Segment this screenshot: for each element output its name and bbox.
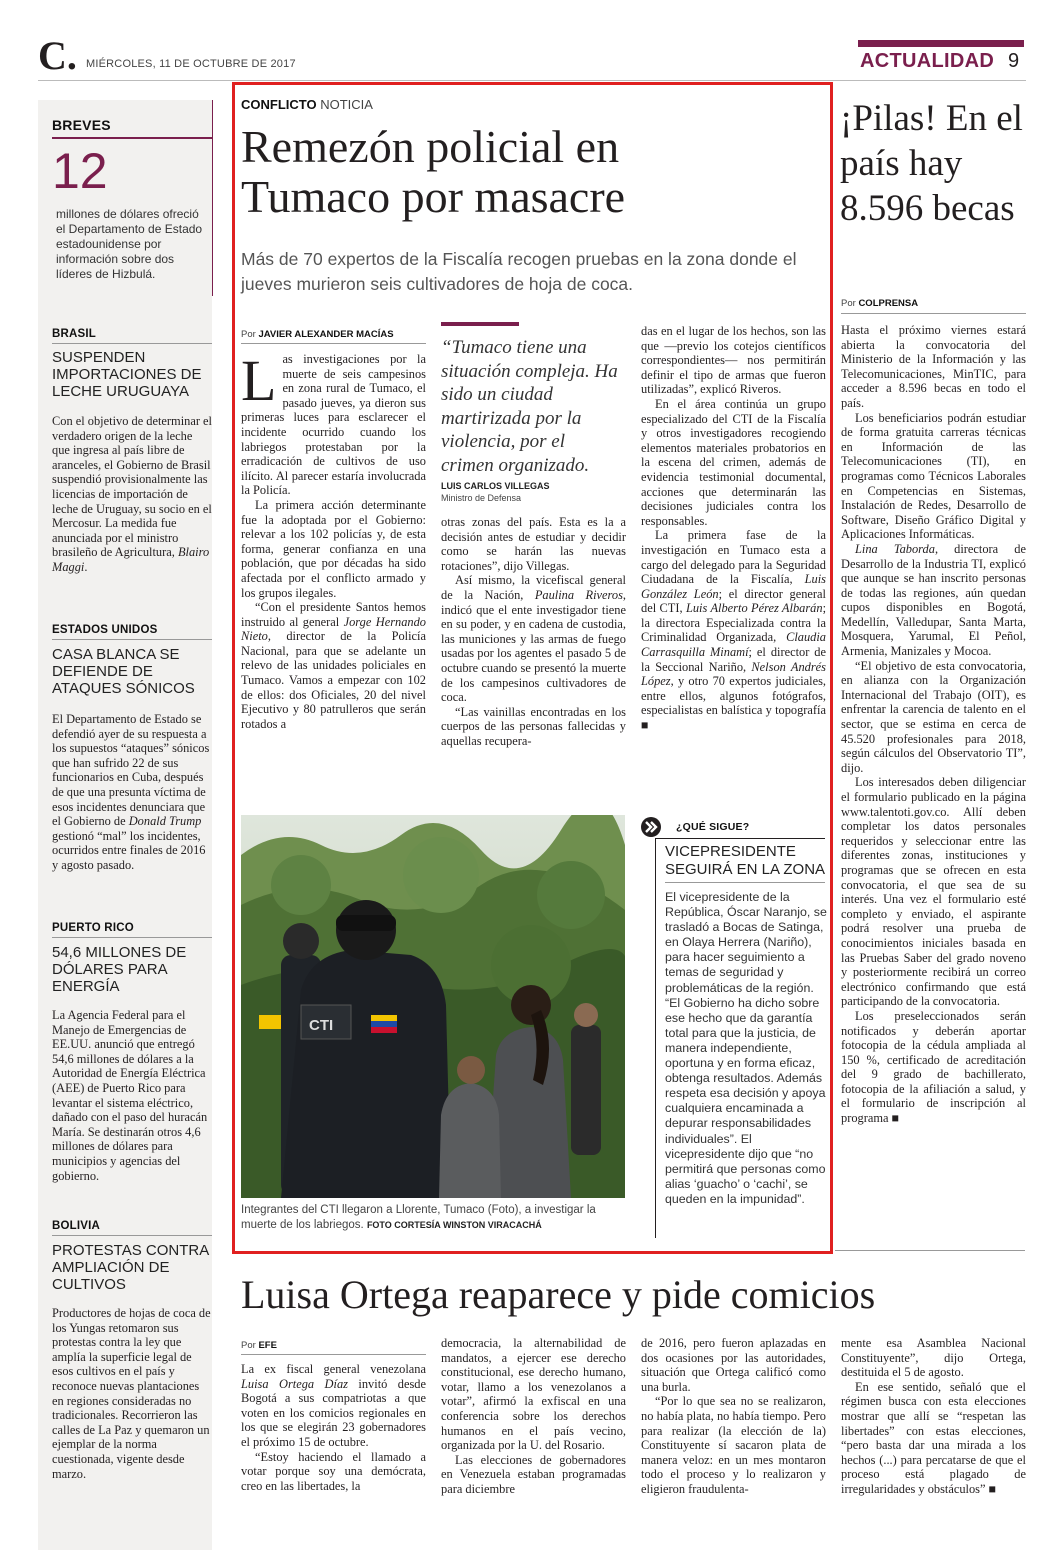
quote-author-role: Ministro de Defensa: [441, 493, 522, 503]
breve-country-puerto-rico: PUERTO RICO: [52, 922, 134, 934]
becas-byline: Por COLPRENSA: [841, 298, 919, 309]
article-col1: Las investigaciones por la muerte de seis campesinos en zona rural de Tumaco, el pasado jueves, ya dieron sus primeras luces para esclarecer el incidente ocurrido cuando los labriegos protestaban por la erradicación de cultivos de uso ilícito. Al parecer estaría involucrada la Policía. La primera acción determinante fue la adoptada por el Gobierno: relevar a los 102 policías y, de esta forma, generar confianza en una población, que por décadas ha sido afectada por el conflicto armado y los grupos ilegales. “Con el presidente Santos hemos instruido al general Jorge Hernando Nieto, director de la Policía Nacional, para que se adelante un relevo de las unidades policiales en Tumaco. Vamos a empezar con 102 de ellos: dos Oficiales, 20 del nivel Ejecutivo y 80 patrulleros que serán rotados a: [241, 348, 426, 731]
breve-body-brasil: Con el objetivo de determinar el verdadero origen de la leche que ingresa al país libre de aranceles, el Gobierno de Brasil suspendió provisionalmente las licencias de importación de leche de Uruguay, su socio en el Mercosur. La medida fue anunciada por el ministro brasileño de Agricultura, Blairo Maggi.: [52, 414, 212, 574]
article-subhead: Más de 70 expertos de la Fiscalía recogen pruebas en la zona donde el jueves murieron seis cultivadores de hoja de coca.: [241, 249, 797, 294]
breve-body-bolivia: Productores de hojas de coca de los Yungas retomaron sus protestas contra la ley que amplía la superficie legal de esos cultivos en el país y reconoce nuevas plantaciones en regiones consideradas no tradicionales. Recorrieron las calles de La Paz y quemaron un ejemplar de la norma cuestionada, vigente desde marzo.: [52, 1306, 211, 1481]
breves-big-number-text: millones de dólares ofreció el Departamento de Estado estadounidense por información sobre dos líderes de Hizbulá.: [56, 207, 203, 281]
ortega-col2: democracia, la alternabilidad de mandatos, a ejercer ese derecho constitucional, ese derecho humano, votar, llamo a los venezolanos a votar”, afirmó la exfiscal en una conferencia sobre los derechos humanos en el país vecino, organizada por la U. del Rosario. Las elecciones de gobernadores en Venezuela estaban programadas para diciembre: [441, 1336, 626, 1496]
article-col3: das en el lugar de los hechos, son las que —previo los cotejos científicos correspondientes— nos permitirán definir el tipo de armas que fueron utilizadas”, explicó Riveros. En el área continúa un grupo especializado del CTI de la Fiscalía y otros investigadores recogiendo elementos materiales probatorios en la escena del crimen, además de evidencia testimonial documental, acciones que determinarán las decisiones judiciales contra los responsables. La primera fase de la investigación en Tumaco esta a cargo del delegado para la Seguridad Ciudadana de la Fiscalía, Luis González León; el director general del CTI, Luis Alberto Pérez Albarán; la directora Especializada contra la Criminalidad Organizada, Claudia Carrasquilla Minamí; el director de la Seccional Nariño, Nelson Andrés López, y otro 70 expertos judiciales, entre ellos, algunos fotógrafos, especialistas en balística y topografía ■: [641, 324, 827, 733]
page-number: 9: [1008, 50, 1020, 72]
que-sigue-vertical-rule: [655, 838, 656, 1238]
breve-rule-bolivia: [52, 1235, 212, 1236]
ortega-col3: de 2016, pero fueron aplazadas en dos ocasiones por las autoridades, situación que Ortega calificó como una burla. “Por lo que sea no se realizaron, no había plata, no había tiempo. Pero para realizar (la elección de la) Constituyente sí sacaron plata de manera veloz: en un mes montaron todo el proceso y lo realizaron y eligieron fraudulenta-: [641, 1336, 826, 1496]
article-kicker: CONFLICTO NOTICIA: [241, 97, 373, 112]
header-rule: [38, 80, 1026, 81]
breves-big-number: 12: [52, 143, 108, 199]
que-sigue-icon: [641, 817, 661, 837]
que-sigue-title: VICEPRESIDENTE SEGUIRÁ EN LA ZONA: [665, 843, 826, 878]
ortega-col4: mente esa Asamblea Nacional Constituyente”, dijo Ortega, destituida el 5 de agosto. En ese sentido, señaló que el régimen busca con esta elecciones mostrar que allí se “respetan las libertades” con estas elecciones, “pero basta dar una mirada a los hechos (...) para percatarse de que el proceso está plagado de irregularidades y obstáculos” ■: [841, 1336, 1026, 1496]
breve-country-bolivia: BOLIVIA: [52, 1220, 101, 1232]
que-sigue-title-rule: [665, 882, 825, 883]
pull-quote: “Tumaco tiene una situación compleja. Ha sido un ciudad martirizada por la violencia, por el crimen organizado.: [441, 337, 618, 476]
masthead-logo: C.: [38, 33, 77, 78]
double-chevron-right-icon: [641, 817, 661, 837]
becas-body: Hasta el próximo viernes estará abierta la convocatoria del Ministerio de la Información y las Telecomunicaciones, MinTIC, para acceder a 8.596 becas en todo el país. Los beneficiarios podrán estudiar de forma gratuita carreras técnicas en Información de las Telecomunicaciones (TI), en programas como Técnicos Laborales en Competencias en Sistemas, Instalación de Redes, Desarrollo de Software, Diseño Gráfico Digital y Aplicaciones Informáticas. Lina Taborda, directora de Desarrollo de la Industria TI, explicó que aunque se han inscrito personas de todas las regiones, aún quedan cupos disponibles en Bogotá, Medellín, Valledupar, Santa Marta, Mosquera, Yarumal, El Peñol, Armenia, Manizales y Mocoa. “El objetivo de esta convocatoria, en alianza con la Organización Internacional del Trabajo (OIT), es enfrentar la carencia de talento en el sector, que se estima en cerca de 45.520 profesionales para 2018, según cálculos del Observatorio TI”, dijo. Los interesados deben diligenciar el formulario publicado en la página www.talentoti.gov.co. Allí deben completar los datos personales requeridos y seleccionar entre las diferentes zonas, instituciones y programas que se ofrecen en esta convocatoria, el que sea de su interés. Una vez el formulario esté completo y enviado, el aspirante podrá resolver una prueba de conocimientos iniciales basada en las Pruebas Saber del grado noveno y posteriormente recibirá un correo electrónico confirmando que está participando de la convocatoria. Los preseleccionados serán notificados y deberán aportar fotocopia de la cédula ampliada al 150 %, certificado de acreditación del 9 grado de bachillerato, fotocopia de la afiliación a salud, y el formulario de inscripción al programa ■: [841, 323, 1026, 1126]
breve-title-brasil: SUSPENDEN IMPORTACIONES DE LECHE URUGUAYA: [52, 349, 202, 400]
dropcap: L: [241, 348, 277, 413]
becas-byline-rule: [841, 313, 1026, 314]
breves-divider: [212, 100, 213, 296]
breve-title-puerto-rico: 54,6 MILLONES DE DÓLARES PARA ENERGÍA: [52, 944, 187, 995]
breves-label: BREVES: [52, 117, 111, 133]
que-sigue-top-rule: [655, 838, 825, 839]
becas-headline: ¡Pilas! En el país hay 8.596 becas: [840, 98, 1023, 229]
byline-rule: [241, 343, 426, 344]
breve-rule-usa: [52, 639, 212, 640]
que-sigue-body: El vicepresidente de la República, Óscar Naranjo, se trasladó a Bocas de Satinga, en Olaya Herrera (Nariño), para hacer seguimiento a temas de seguridad y problemáticas de la región. “El Gobierno ha dicho sobre ese hecho que da garantía total para que la justicia, de manera independiente, oportuna y en forma eficaz, obtenga resultados. Además respeta esa decisión y apoya cualquiera encaminada a depurar responsabilidades individuales”. El vicepresidente dijo que “no permitirá que personas como alias ‘guacho’ o ‘cachi’, se queden en la impunidad”.: [665, 890, 827, 1206]
breve-body-puerto-rico: La Agencia Federal para el Manejo de Emergencias de EE.UU. anunció que entregó 54,6 millones de dólares a la Autoridad de Energía Eléctrica (AEE) de Puerto Rico para levantar el sistema eléctrico, dañado con el paso del huracán María. Se destinarán otros 4,6 millones de dólares para municipios y agencias del gobierno.: [52, 1008, 208, 1183]
ortega-headline: Luisa Ortega reaparece y pide comicios: [241, 1272, 876, 1317]
breve-country-usa: ESTADOS UNIDOS: [52, 624, 158, 636]
ortega-byline-rule: [241, 1354, 426, 1355]
breve-rule-brasil: [52, 343, 212, 344]
article-byline: Por JAVIER ALEXANDER MACÍAS: [241, 329, 394, 340]
cti-patch-label: CTI: [309, 1017, 334, 1034]
breve-title-usa: CASA BLANCA SE DEFIENDE DE ATAQUES SÓNICOS: [52, 646, 195, 697]
breve-title-bolivia: PROTESTAS CONTRA AMPLIACIÓN DE CULTIVOS: [52, 1242, 209, 1293]
header-date: MIÉRCOLES, 11 DE OCTUBRE DE 2017: [86, 58, 296, 70]
quote-author: LUIS CARLOS VILLEGAS: [441, 481, 550, 491]
section-tab-bar: [858, 40, 1024, 47]
article-headline: Remezón policial en Tumaco por masacre: [241, 121, 626, 222]
ortega-byline: Por EFE: [241, 1340, 277, 1351]
photo-illustration: [241, 815, 625, 1198]
photo-caption: Integrantes del CTI llegaron a Llorente, Tumaco (Foto), a investigar la muerte de los labriegos. FOTO CORTESÍA WINSTON VIRACACHÁ: [241, 1204, 596, 1231]
que-sigue-label: ¿QUÉ SIGUE?: [676, 821, 750, 833]
ortega-top-rule: [835, 1250, 1025, 1251]
quote-rule: [441, 322, 519, 326]
breve-rule-puerto-rico: [52, 937, 212, 938]
breves-label-rule: [52, 137, 212, 139]
breve-body-usa: El Departamento de Estado se defendió ayer de su respuesta a los supuestos “ataques” sónicos que han sufrido 22 de sus funcionarios en Cuba, después de que una presunta víctima de esos incidentes denunciara que el Gobierno de Donald Trump gestionó “mal” los incidentes, ocurridos entre finales de 2016 y agosto pasado.: [52, 712, 210, 872]
breve-country-brasil: BRASIL: [52, 328, 97, 340]
section-name: ACTUALIDAD: [860, 50, 995, 72]
article-photo: [241, 815, 625, 1198]
ortega-col1: La ex fiscal general venezolana Luisa Ortega Díaz invitó desde Bogotá a sus compatriotas a que voten en los comicios regionales en los que se elegirán 23 gobernadores el próximo 15 de octubre. “Estoy haciendo el llamado a votar porque soy una demócrata, creo en las libertades, la: [241, 1362, 426, 1493]
article-col2: otras zonas del país. Esta es la a decisión antes de estudiar y decidir como se harán las nuevas rotaciones”, dijo Villegas. Así mismo, la vicefiscal general de la Nación, Paulina Riveros, indicó que el ente investigador tiene en su poder, y en cadena de custodia, las municiones y las armas de fuego usadas por los agentes el pasado 5 de octubre cuando se presentó la muerte de los campesinos cultivadores de coca. “Las vainillas encontradas en los cuerpos de las personas fallecidas y aquellas recupera-: [441, 515, 626, 748]
